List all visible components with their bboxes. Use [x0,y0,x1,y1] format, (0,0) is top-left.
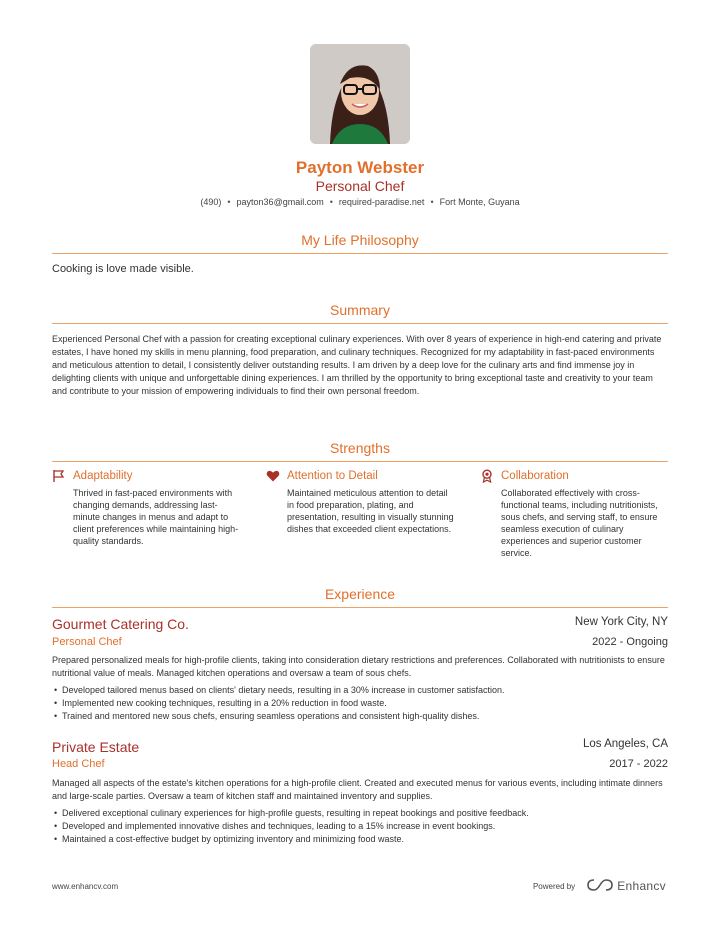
profile-photo [310,44,410,144]
strength-description: Collaborated effectively with cross-functional teams, including nutritionists, sous chefs, and serving staff, to ensure seamless execution of culinary experiences and superior customer service. [501,488,658,558]
footer-branding [533,878,666,894]
strength-title: Attention to Detail [287,470,378,482]
job-achievements [52,684,668,723]
job-role: Head Chef [52,758,105,770]
strength-title: Adaptability [73,470,133,482]
candidate-name: Payton Webster [295,158,425,177]
job-company: Private Estate [52,739,140,755]
section-divider [52,461,668,462]
job-dates: 2022 - Ongoing [592,636,668,648]
job-role: Personal Chef [52,636,122,648]
job-location: New York City, NY [574,616,668,628]
job-description: Prepared personalized meals for high-profile clients, taking into consideration dietary restrictions and preferences. Collaborated with nutritionists to ensure nutritional value of meals. Managed kitchen operations and oversaw a team of sous chefs. [52,655,665,678]
philosophy-heading: My Life Philosophy [301,232,419,248]
enhancv-logo-icon [587,878,613,894]
strengths-heading: Strengths [330,440,390,456]
experience-heading: Experience [324,586,396,602]
strength-description: Maintained meticulous attention to detail in food preparation, plating, and presentation, resulting in visually stunning dishes that exceeded client expectations. [287,488,454,534]
strength-title: Collaboration [501,470,569,482]
list-item: • Developed and implemented innovative dishes and techniques, leading to a 15% increase in event bookings. [52,820,668,833]
philosophy-text: Cooking is love made visible. [52,263,194,275]
bullet-separator: • [227,197,231,207]
job-achievements [52,807,668,846]
brand-name: Enhancv [617,879,666,893]
heart-icon [266,469,280,483]
flag-icon [52,469,66,483]
contact-website[interactable]: required-paradise.net [338,197,425,207]
contact-line [0,197,720,207]
list-item: • Delivered exceptional culinary experiences for high-profile guests, resulting in repeat bookings and positive feedback. [52,807,668,820]
list-item: • Implemented new cooking techniques, resulting in a 20% reduction in food waste. [52,697,668,710]
section-divider [52,607,668,608]
job-location: Los Angeles, CA [582,738,668,750]
bullet-separator: • [430,197,434,207]
job-description: Managed all aspects of the estate's kitchen operations for a high-profile client. Created and executed menus for various events, including intimate dinners and large-scale parties. Oversaw a team of kitchen staff and maintained inventory and supplies. [52,778,663,801]
job-company: Gourmet Catering Co. [52,616,189,632]
powered-by-label: Powered by [532,881,576,891]
contact-email[interactable]: payton36@gmail.com [236,197,324,207]
section-divider [52,253,668,254]
list-item: • Trained and mentored new sous chefs, ensuring seamless operations and consistent high-quality dishes. [52,710,668,723]
contact-location: Fort Monte, Guyana [439,197,520,207]
strength-item [266,469,456,535]
summary-text: Experienced Personal Chef with a passion for creating exceptional culinary experiences. With over 8 years of experience in high-end catering and private estates, I have honed my skills in menu planning, food preparation, and culinary techniques. Recognized for my adaptability in fast-paced environments and meticulous attention to detail, I consistently deliver outstanding results. I am driven by a deep love for the culinary arts and find immense joy in delighting clients with unique and unforgettable dining experiences. I am thrilled by the opportunity to bring exceptional taste and creativity to your team and contribute to your mission of empowering individuals to find their own personal freedom. [52,334,662,396]
summary-heading: Summary [330,302,390,318]
list-item: • Maintained a cost-effective budget by optimizing inventory and minimizing food waste. [52,833,668,846]
bullet-separator: • [329,197,333,207]
candidate-title: Personal Chef [315,178,405,194]
strength-description: Thrived in fast-paced environments with changing demands, addressing last-minute changes in menus and adapt to client preferences while maintaining high-quality standards. [73,488,239,546]
contact-phone: (490) [200,197,222,207]
award-icon [480,469,494,483]
job-dates: 2017 - 2022 [609,758,668,770]
section-divider [52,323,668,324]
strength-item [52,469,242,547]
list-item: • Developed tailored menus based on clients' dietary needs, resulting in a 30% increase in customer satisfaction. [52,684,668,697]
strength-item [480,469,670,559]
footer-website[interactable]: www.enhancv.com [52,882,119,891]
